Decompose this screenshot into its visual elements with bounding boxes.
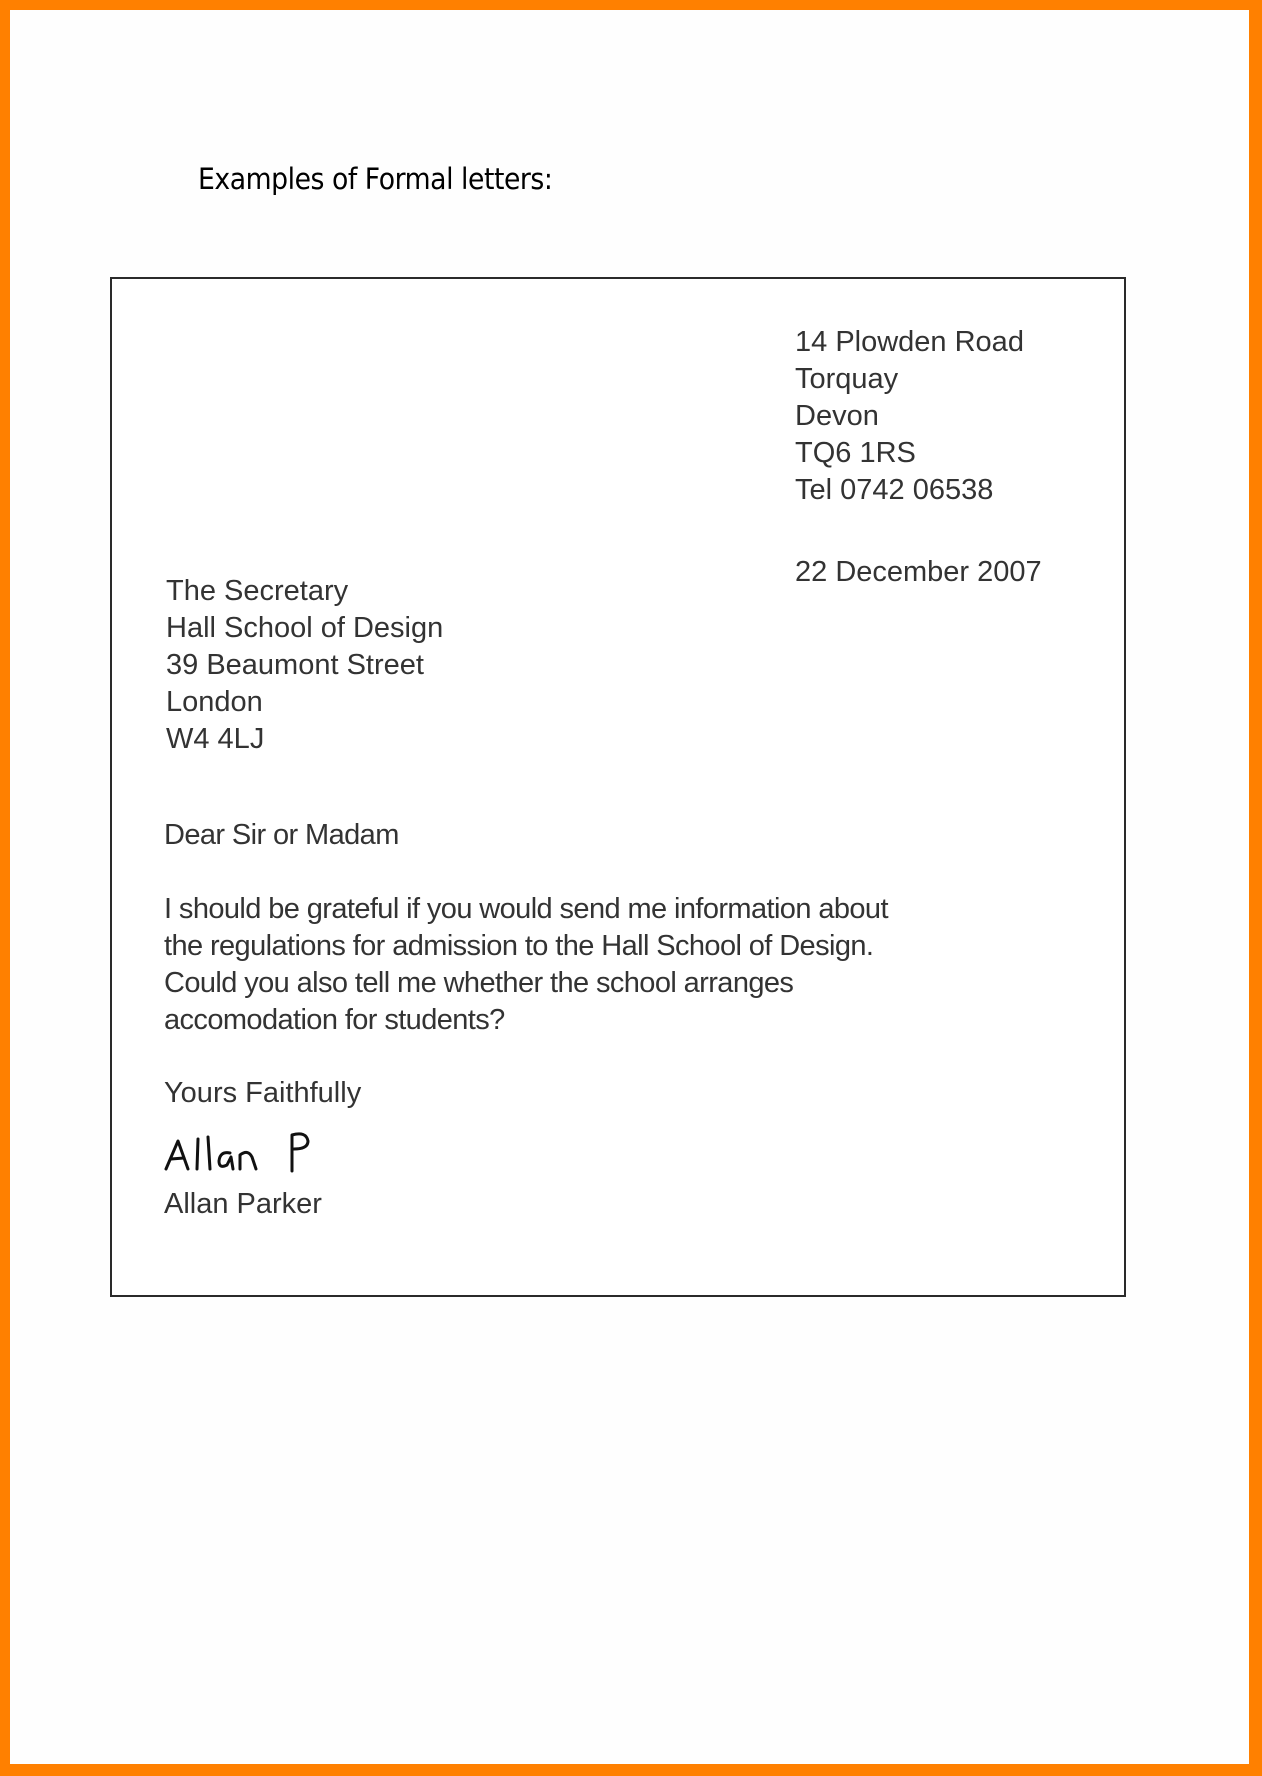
letter-date: 22 December 2007 bbox=[795, 556, 1042, 588]
formal-letter bbox=[110, 277, 1126, 1297]
body-line: I should be grateful if you would send me information about bbox=[164, 893, 888, 925]
recipient-address-line: Hall School of Design bbox=[166, 612, 444, 644]
sender-address-line: TQ6 1RS bbox=[795, 437, 916, 469]
sender-address bbox=[795, 324, 1024, 509]
letter-body bbox=[164, 891, 888, 1039]
sender-address-line: Torquay bbox=[795, 363, 899, 395]
salutation: Dear Sir or Madam bbox=[164, 819, 399, 851]
sender-address-line: 14 Plowden Road bbox=[795, 326, 1024, 358]
body-line: the regulations for admission to the Hall School of Design. bbox=[164, 930, 874, 962]
closing: Yours Faithfully bbox=[164, 1077, 362, 1109]
recipient-address bbox=[166, 573, 443, 758]
recipient-address-line: The Secretary bbox=[166, 575, 349, 607]
sender-address-line: Devon bbox=[795, 400, 879, 432]
recipient-address-line: W4 4LJ bbox=[166, 723, 265, 755]
body-line: Could you also tell me whether the school arranges bbox=[164, 967, 794, 999]
page-heading: Examples of Formal letters: bbox=[198, 162, 553, 196]
recipient-address-line: London bbox=[166, 686, 263, 718]
recipient-address-line: 39 Beaumont Street bbox=[166, 649, 424, 681]
handwritten-signature bbox=[164, 1127, 324, 1175]
body-line: accomodation for students? bbox=[164, 1004, 505, 1036]
signatory-name: Allan Parker bbox=[164, 1188, 322, 1220]
sender-telephone: Tel 0742 06538 bbox=[795, 474, 994, 506]
